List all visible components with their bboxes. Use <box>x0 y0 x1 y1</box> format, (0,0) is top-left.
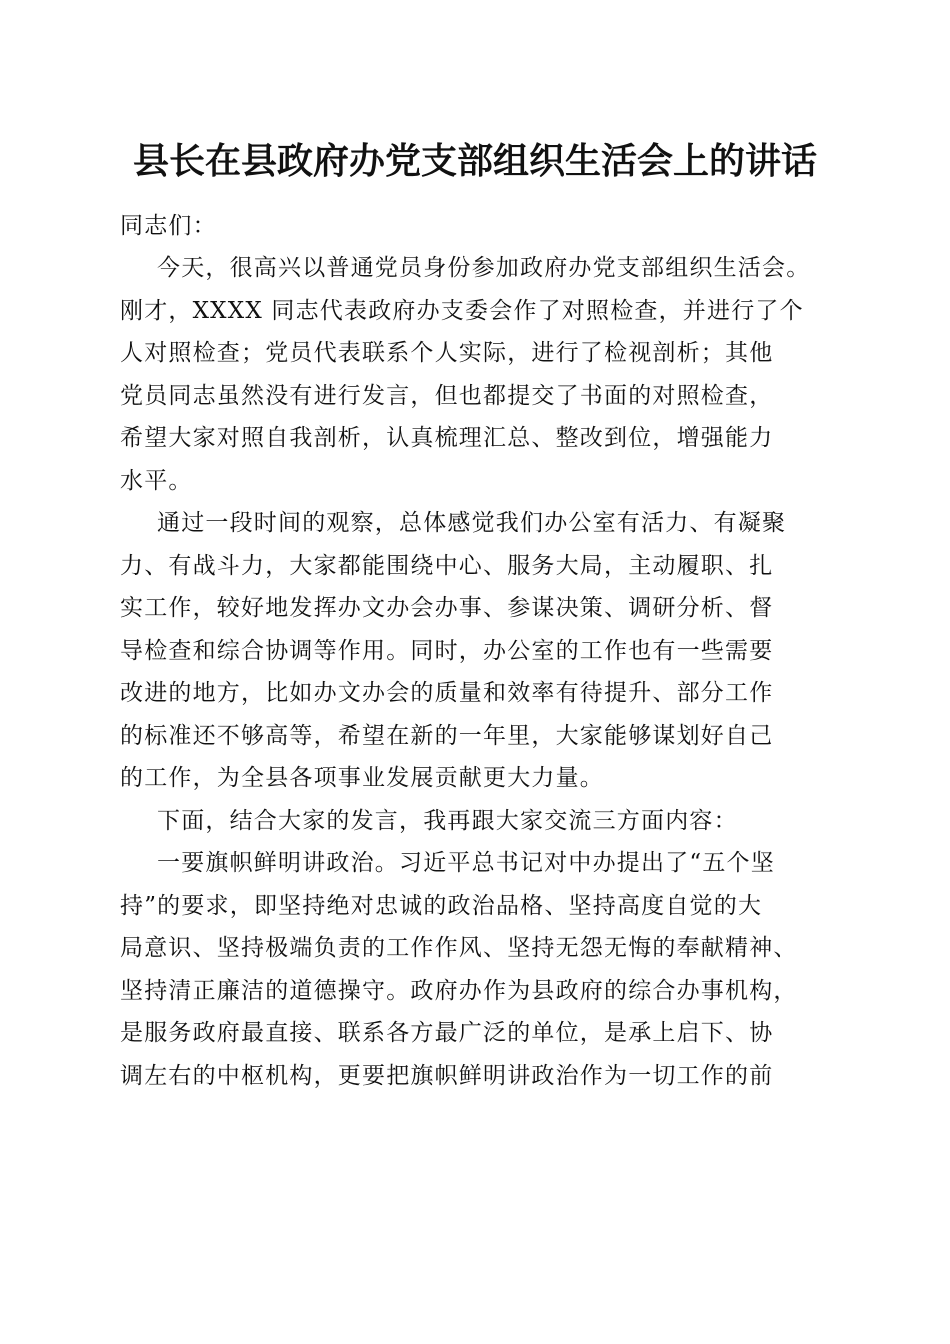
paragraph-line: 力、有战斗力，大家都能围绕中心、服务大局，主动履职、扎 <box>120 552 774 579</box>
paragraph-line: 调左右的中枢机构，更要把旗帜鲜明讲政治作为一切工作的前 <box>120 1062 774 1089</box>
paragraph-2 <box>120 502 840 800</box>
paragraph-3 <box>120 800 840 843</box>
paragraph-1 <box>120 247 840 502</box>
paragraph-line: 今天，很高兴以普通党员身份参加政府办党支部组织生活会。 <box>157 255 811 281</box>
paragraph-line: 一要旗帜鲜明讲政治。习近平总书记对中办提出了“五个坚 <box>157 850 775 876</box>
paragraph-line: 希望大家对照自我剖析，认真梳理汇总、整改到位，增强能力 <box>120 425 774 451</box>
paragraph-line: 下面，结合大家的发言，我再跟大家交流三方面内容： <box>157 807 738 834</box>
paragraph-line: 坚持清正廉洁的道德操守。政府办作为县政府的综合办事机构， <box>120 977 798 1004</box>
paragraph-line: 人对照检查；党员代表联系个人实际，进行了检视剖析；其他 <box>120 340 774 366</box>
paragraph-line: 党员同志虽然没有进行发言，但也都提交了书面的对照检查， <box>120 382 774 409</box>
paragraph-line: 局意识、坚持极端负责的工作作风、坚持无怨无悔的奉献精神、 <box>120 935 798 961</box>
paragraph-line: 实工作，较好地发挥办文办会办事、参谋决策、调研分析、督 <box>120 595 774 621</box>
paragraph-line: 是服务政府最直接、联系各方最广泛的单位，是承上启下、协 <box>120 1020 774 1046</box>
paragraph-4 <box>120 842 840 1097</box>
document-title: 县长在县政府办党支部组织生活会上的讲话 <box>132 140 817 182</box>
paragraph-line: 通过一段时间的观察，总体感觉我们办公室有活力、有凝聚 <box>157 510 787 536</box>
paragraph-line: 的标准还不够高等，希望在新的一年里，大家能够谋划好自己 <box>120 722 774 749</box>
paragraph-line: 持”的要求，即坚持绝对忠诚的政治品格、坚持高度自觉的大 <box>120 892 763 919</box>
paragraph-line: 刚才，XXXX 同志代表政府办支委会作了对照检查，并进行了个 <box>120 297 804 324</box>
document-body <box>120 205 840 1097</box>
paragraph-line: 水平。 <box>120 467 193 494</box>
paragraph-line: 导检查和综合协调等作用。同时，办公室的工作也有一些需要 <box>120 637 774 664</box>
paragraph-line: 改进的地方，比如办文办会的质量和效率有待提升、部分工作 <box>120 680 774 706</box>
salutation: 同志们： <box>120 213 217 239</box>
paragraph-line: 的工作，为全县各项事业发展贡献更大力量。 <box>120 765 604 791</box>
